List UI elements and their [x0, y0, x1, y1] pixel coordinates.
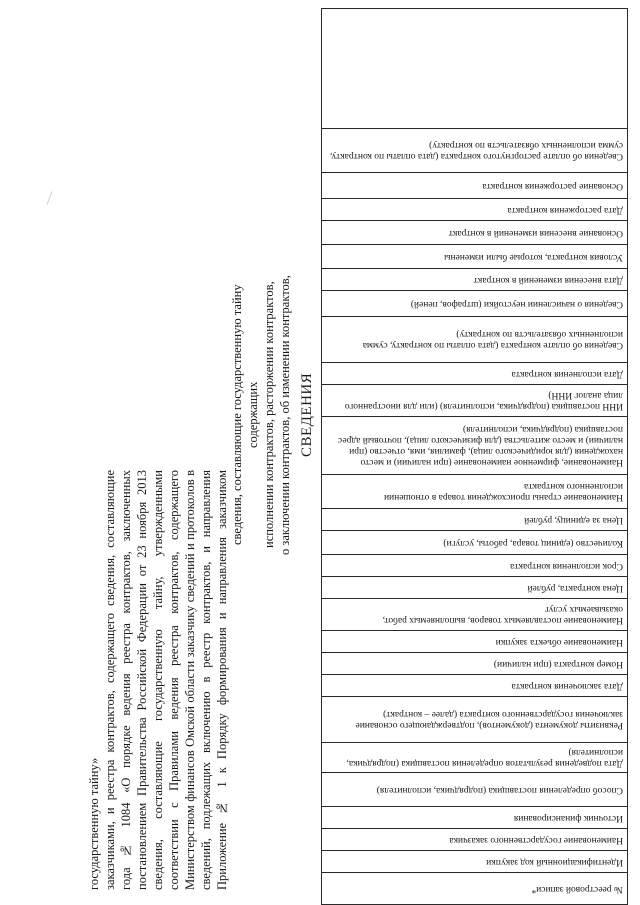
table-row-label: Цена за единицу, рублей	[524, 515, 623, 525]
table-row-label: Сведения о начислении неустойки (штрафов, пеней)	[410, 299, 623, 309]
table-row	[322, 828, 627, 850]
table-row	[322, 598, 627, 630]
document-title-block	[225, 255, 315, 575]
table-row	[322, 362, 627, 384]
table-row-label: Способ определения поставщика (подрядчика, исполнителя)	[376, 785, 623, 795]
table-row-label: № реестровой записи*	[531, 884, 623, 894]
table-row-label: Наименование поставляемых товаров, выполняемых работ, оказываемых услуг	[382, 604, 623, 626]
document-subtitle-line-2: исполнении контрактов, расторжении контрактов, содержащих	[246, 281, 276, 549]
appendix-header: Приложение № 1 к Порядку формирования и направления заказчиком сведений, подлежащих включению в реестр контрактов, и направления Министерством финансов Омской области заказчику сведений и протоколов в соответствии с Правилами ведения реестра контрактов, содержащего сведения, составляющие государственную тайну, утвержденными постановлением Правительства Российской Федерации от 23 ноября 2013 года № 1084 «О порядке ведения реестра контрактов, заключенных заказчиками, и реестра контрактов, содержащего сведения, составляющие государственную тайну»	[87, 470, 229, 890]
table-row-label: Номер контракта (при наличии)	[493, 659, 623, 669]
table-row-label: Срок исполнения контракта	[510, 561, 623, 571]
table-row-label: Наименование, фирменное наименование (при наличии) и место нахождения (для юридического лица), фамилия, имя, отчество (при наличии) и место жительства (для физического лица), почтовый адрес поставщика (подрядчика, исполнителя)	[337, 424, 623, 468]
table-row-label: Наименование объекта закупки	[495, 637, 623, 647]
table-row-label: Основание внесения изменений в контракт	[448, 228, 623, 238]
table-row	[322, 872, 627, 904]
document-subtitle-line-1: о заключении контрактов, об изменении контрактов,	[278, 275, 292, 555]
table-row	[322, 576, 627, 598]
table-row	[322, 850, 627, 872]
table-row	[322, 806, 627, 828]
scan-artifact	[47, 191, 53, 204]
document-title: СВЕДЕНИЯ	[299, 372, 315, 458]
table-row-label: Дата подведения результатов определения поставщика (подрядчика, исполнителя)	[346, 747, 623, 769]
table-row-label: Основание расторжения контракта	[482, 181, 623, 191]
table-row	[322, 128, 627, 172]
table-row-label: Реквизиты документа (документов), подтверждающего основание заключения государственного контракта (далее – контракт)	[355, 709, 623, 731]
table-row	[322, 416, 627, 474]
table-row	[322, 316, 627, 362]
table-row	[322, 198, 627, 220]
table-row-label: Дата исполнения контракта	[511, 369, 623, 379]
table-row	[322, 220, 627, 244]
table-row-label: Дата внесения изменений в контракт	[473, 275, 623, 285]
table-row-label: Сведения об оплате контракта (дата оплаты по контракту, сумма исполненных обязательств по контракту)	[362, 329, 623, 351]
table-row	[322, 674, 627, 696]
table-row	[322, 772, 627, 806]
fields-table	[321, 8, 628, 905]
table-row-label: Дата заключения контракта	[511, 681, 623, 691]
table-row	[322, 630, 627, 652]
table-row	[322, 652, 627, 674]
table-row-label: Сведения об оплате расторгнутого контракта (дата оплаты по контракту, сумма исполненных обязательств по контракту)	[329, 140, 623, 162]
table-row	[322, 696, 627, 742]
table-row-label: Цена контракта, рублей	[527, 583, 623, 593]
table-row	[322, 474, 627, 508]
table-row-label: Количество (единиц товара, работы, услуги)	[443, 538, 623, 548]
table-row-label: Дата расторжения контракта	[507, 205, 623, 215]
table-row-label: Наименование государственного заказчика	[449, 835, 623, 845]
table-row-label: Идентификационный код закупки	[486, 857, 623, 867]
table-row	[322, 742, 627, 772]
table-row-label: Источник финансирования	[513, 813, 623, 823]
table-row-label: Условия контракта, которые были изменены	[444, 252, 623, 262]
table-row	[322, 530, 627, 554]
table-row-label: Наименование страны происхождения товара в отношении исполненного контракта	[384, 481, 623, 503]
table-row	[322, 244, 627, 268]
table-row	[322, 290, 627, 316]
table-row	[322, 384, 627, 416]
table-row	[322, 172, 627, 198]
table-row-label: ИНН поставщика (подрядчика, исполнителя) (или для иностранного лица аналог ИНН)	[344, 390, 623, 412]
table-row	[322, 554, 627, 576]
document-subtitle-line-3: сведения, составляющие государственную тайну	[230, 284, 244, 546]
table-row	[322, 508, 627, 530]
table-row	[322, 268, 627, 290]
